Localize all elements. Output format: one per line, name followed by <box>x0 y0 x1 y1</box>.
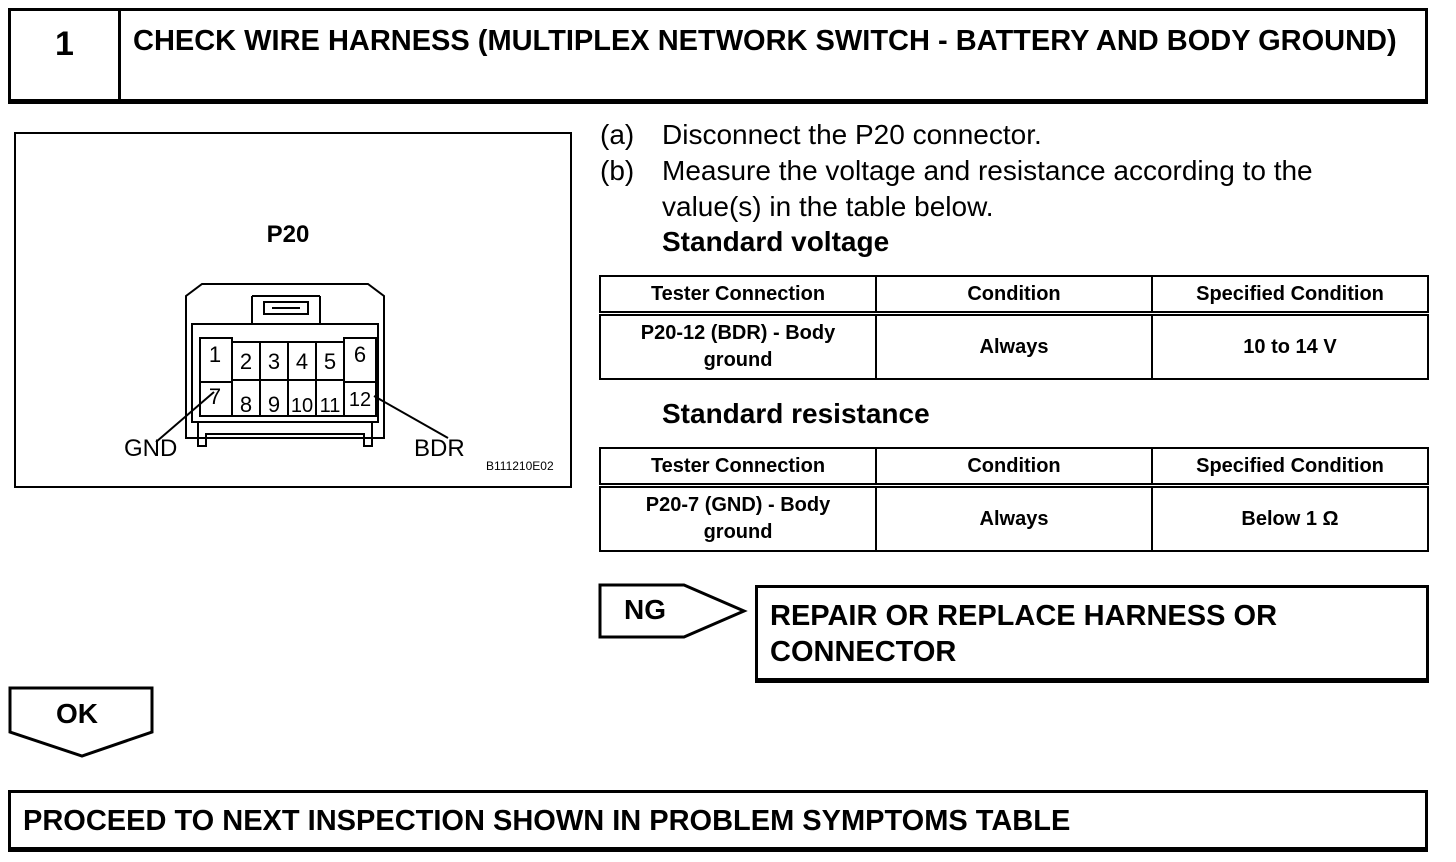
resistance-connection-line2: ground <box>703 521 773 543</box>
voltage-connection-line1: P20-12 (BDR) - Body <box>640 322 836 344</box>
instruction-b-label: (b) <box>600 155 635 186</box>
resistance-cell-condition: Always <box>876 486 1152 552</box>
voltage-header-specified: Specified Condition <box>1152 276 1428 314</box>
pin-7: 7 <box>208 384 222 409</box>
instruction-b <box>600 153 1420 229</box>
resistance-cell-connection <box>600 486 876 552</box>
connector-name: P20 <box>266 221 310 248</box>
next-step-text: PROCEED TO NEXT INSPECTION SHOWN IN PROBLEM SYMPTOMS TABLE <box>23 805 1071 837</box>
voltage-connection-line2: ground <box>703 349 773 371</box>
step-number: 1 <box>11 11 121 99</box>
instruction-b-text-line1: Measure the voltage and resistance according to the <box>662 155 1313 186</box>
ng-label: NG <box>624 594 666 625</box>
gnd-label: GND <box>124 435 178 462</box>
voltage-table-row <box>600 314 1428 380</box>
ng-result-line2: CONNECTOR <box>770 636 957 668</box>
pin-10: 10 <box>290 395 314 417</box>
instruction-a-label: (a) <box>600 119 635 150</box>
resistance-header-condition: Condition <box>876 448 1152 486</box>
ng-result-text <box>770 598 1416 670</box>
pin-6: 6 <box>353 342 367 367</box>
pin-5: 5 <box>323 349 337 374</box>
pin-8: 8 <box>239 392 253 417</box>
figure-id: B111210E02 <box>486 459 554 473</box>
resistance-table <box>599 447 1429 552</box>
voltage-heading: Standard voltage <box>662 226 890 257</box>
voltage-table-header <box>600 276 1428 314</box>
resistance-table-header <box>600 448 1428 486</box>
resistance-cell-specified: Below 1 Ω <box>1152 486 1428 552</box>
pin-1: 1 <box>208 342 222 367</box>
resistance-heading: Standard resistance <box>662 398 930 429</box>
ng-arrow-icon <box>598 583 750 643</box>
pin-9: 9 <box>267 392 281 417</box>
ok-label: OK <box>56 698 98 729</box>
voltage-header-tester: Tester Connection <box>600 276 876 314</box>
pin-12: 12 <box>348 389 372 411</box>
instruction-b-text-line2: value(s) in the table below. <box>662 191 994 222</box>
ng-result-line1: REPAIR OR REPLACE HARNESS OR <box>770 600 1278 632</box>
resistance-header-tester: Tester Connection <box>600 448 876 486</box>
resistance-table-row <box>600 486 1428 552</box>
resistance-connection-line1: P20-7 (GND) - Body <box>645 494 831 516</box>
pin-4: 4 <box>295 349 309 374</box>
voltage-table <box>599 275 1429 380</box>
voltage-cell-condition: Always <box>876 314 1152 380</box>
pin-3: 3 <box>267 349 281 374</box>
step-title: CHECK WIRE HARNESS (MULTIPLEX NETWORK SWITCH - BATTERY AND BODY GROUND) <box>133 25 1397 57</box>
ng-result-box <box>755 585 1429 683</box>
instruction-a-text: Disconnect the P20 connector. <box>662 119 1042 150</box>
voltage-header-condition: Condition <box>876 276 1152 314</box>
pin-2: 2 <box>239 349 253 374</box>
instruction-a <box>600 117 1420 157</box>
connector-figure <box>14 132 572 488</box>
pin-11: 11 <box>319 395 341 417</box>
step-header <box>8 8 1428 104</box>
connector-diagram <box>16 134 570 486</box>
resistance-header-specified: Specified Condition <box>1152 448 1428 486</box>
bdr-label: BDR <box>414 435 465 462</box>
voltage-cell-connection <box>600 314 876 380</box>
voltage-cell-specified: 10 to 14 V <box>1152 314 1428 380</box>
next-step-box <box>8 790 1428 852</box>
